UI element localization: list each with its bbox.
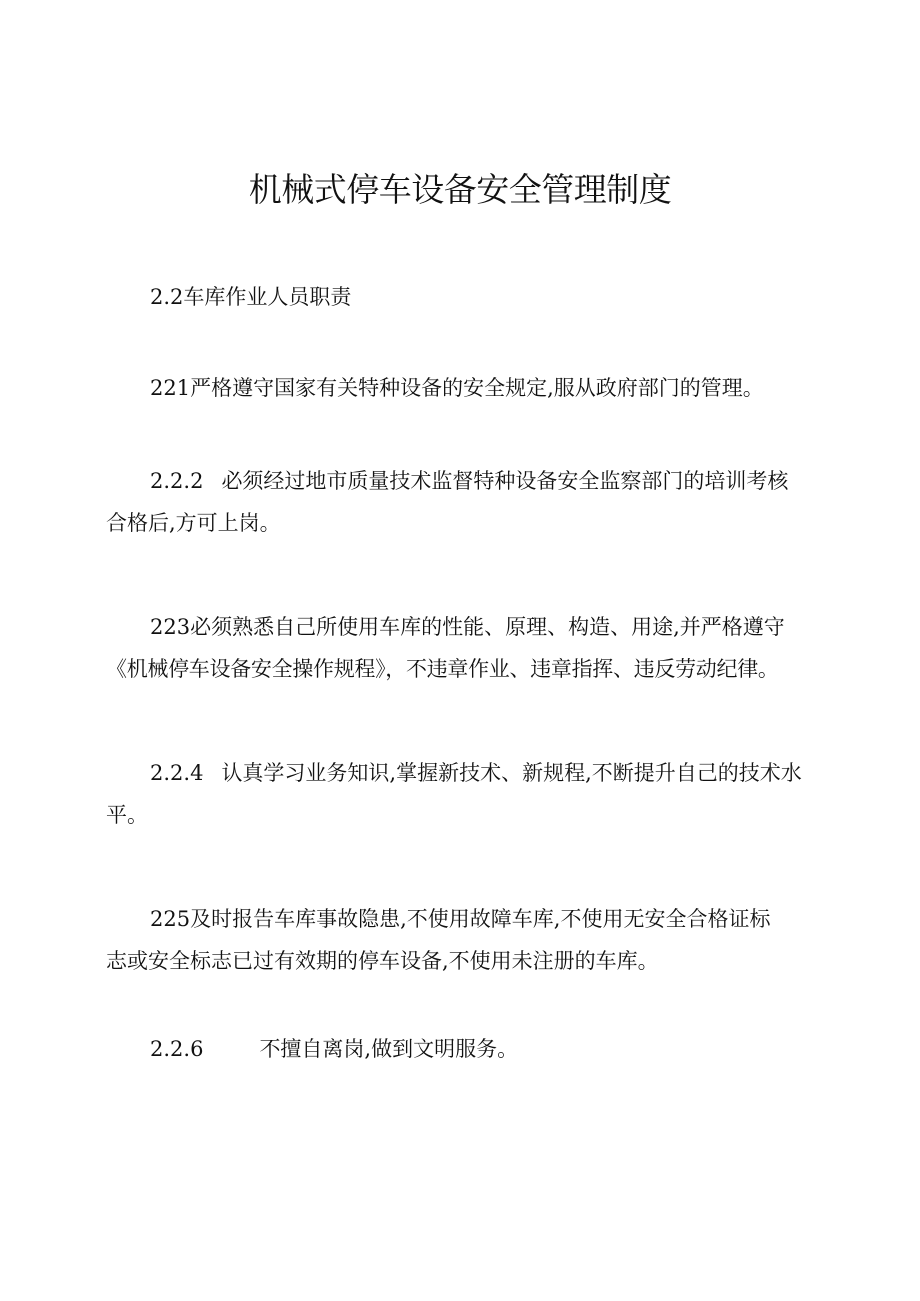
clause-number: 221 bbox=[150, 376, 191, 400]
clause-222 bbox=[106, 460, 818, 544]
clause-text-continuation: 志或安全标志已过有效期的停车设备,不使用未注册的车库。 bbox=[106, 949, 659, 973]
clause-number: 223 bbox=[150, 615, 191, 639]
clause-224 bbox=[106, 752, 818, 836]
clause-225 bbox=[106, 898, 818, 982]
clause-number: 2.2.6 bbox=[150, 1037, 204, 1061]
clause-number: 225 bbox=[150, 907, 191, 931]
section-heading-text: 2.2车库作业人员职责 bbox=[150, 285, 352, 309]
clause-221 bbox=[106, 367, 818, 409]
clause-text: 严格遵守国家有关特种设备的安全规定,服从政府部门的管理。 bbox=[190, 376, 764, 400]
clause-number: 2.2.4 bbox=[150, 761, 204, 785]
clause-number: 2.2.2 bbox=[150, 469, 204, 493]
clause-text-continuation: 《机械停车设备安全操作规程》，不违章作业、违章指挥、违反劳动纪律。 bbox=[106, 657, 779, 681]
clause-text: 及时报告车库事故隐患,不使用故障车库,不使用无安全合格证标 bbox=[190, 907, 771, 931]
clause-text: 认真学习业务知识,掌握新技术、新规程,不断提升自己的技术水 bbox=[221, 761, 802, 785]
clause-223 bbox=[106, 606, 818, 690]
section-heading bbox=[106, 276, 818, 318]
clause-text: 必须经过地市质量技术监督特种设备安全监察部门的培训考核 bbox=[221, 469, 789, 493]
clause-text: 不擅自离岗,做到文明服务。 bbox=[259, 1037, 519, 1061]
clause-text-continuation: 合格后,方可上岗。 bbox=[106, 511, 281, 535]
clause-text: 必须熟悉自己所使用车库的性能、原理、构造、用途,并严格遵守 bbox=[190, 615, 785, 639]
clause-226 bbox=[106, 1028, 818, 1070]
clause-text-continuation: 平。 bbox=[106, 803, 148, 827]
document-title: 机械式停车设备安全管理制度 bbox=[248, 170, 672, 209]
